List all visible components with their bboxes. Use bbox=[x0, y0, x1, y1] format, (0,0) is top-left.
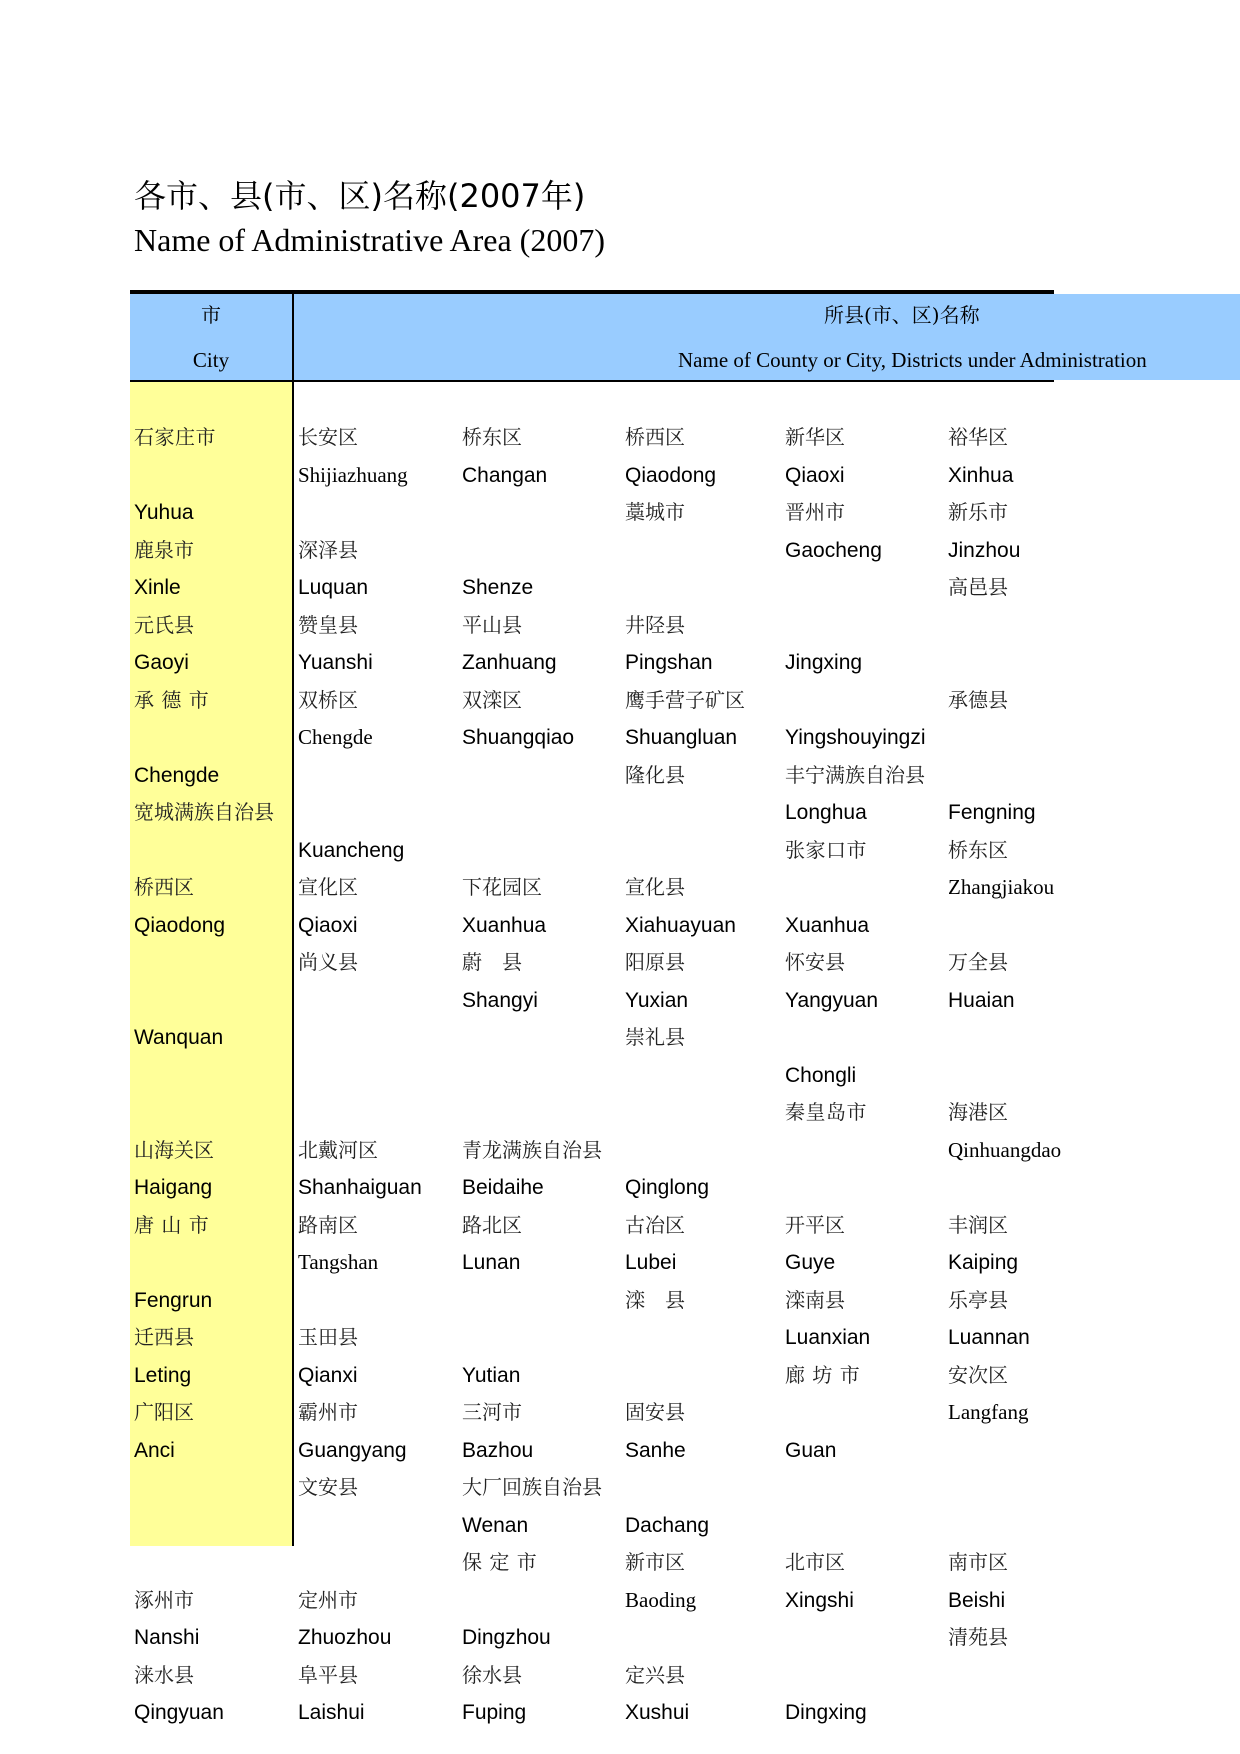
county-name-cell: Qinglong bbox=[625, 1176, 710, 1199]
city-name-cell: 承 德 市 bbox=[134, 687, 210, 712]
county-name-cell bbox=[130, 832, 294, 870]
county-name-cell: Yangyuan bbox=[785, 988, 879, 1012]
county-name-cell bbox=[944, 1057, 1054, 1095]
county-name-cell: 宣化县 bbox=[625, 875, 685, 899]
county-name-cell: 清苑县 bbox=[948, 1625, 1008, 1649]
county-name-cell: 桥东区 bbox=[462, 425, 522, 449]
city-name-cell bbox=[621, 532, 781, 570]
empty-cell bbox=[130, 982, 294, 1020]
county-name-cell: Qingyuan bbox=[134, 1701, 224, 1724]
county-name-cell: Leting bbox=[134, 1363, 192, 1387]
county-name-cell: Pingshan bbox=[625, 651, 713, 674]
county-name-cell bbox=[944, 757, 1054, 795]
empty-cell bbox=[458, 794, 621, 832]
county-name-cell: 桥西区 bbox=[625, 425, 685, 449]
title-chinese: 各市、县(市、区)名称(2007年) bbox=[134, 177, 586, 215]
city-name-cell: Tangshan bbox=[298, 1250, 379, 1274]
county-name-cell: Jingxing bbox=[785, 651, 863, 674]
county-name-cell bbox=[294, 1057, 458, 1095]
empty-cell bbox=[944, 1432, 1054, 1470]
county-name-cell: 迁西县 bbox=[134, 1325, 194, 1349]
county-name-cell: Shenze bbox=[462, 576, 534, 599]
county-name-cell: Lunan bbox=[462, 1251, 521, 1274]
empty-cell bbox=[294, 1544, 458, 1582]
empty-cell bbox=[944, 644, 1054, 682]
empty-cell bbox=[130, 1507, 294, 1545]
county-name-cell: Beishi bbox=[948, 1588, 1006, 1612]
county-name-cell: 山海关区 bbox=[134, 1137, 214, 1162]
county-name-cell: Shuangluan bbox=[625, 726, 738, 749]
county-name-cell: Luanxian bbox=[785, 1326, 871, 1349]
county-name-cell: Lubei bbox=[625, 1251, 677, 1274]
county-name-cell: Fuping bbox=[462, 1701, 527, 1724]
empty-cell bbox=[458, 1319, 621, 1357]
county-name-cell: 桥西区 bbox=[134, 875, 194, 899]
county-name-cell: 元氏县 bbox=[134, 612, 194, 637]
county-name-cell: 广阳区 bbox=[134, 1400, 194, 1424]
county-name-cell: Luquan bbox=[298, 576, 369, 599]
county-name-cell: 固安县 bbox=[625, 1400, 685, 1424]
city-name-cell: Zhangjiakou bbox=[948, 875, 1055, 899]
county-name-cell: 裕华区 bbox=[948, 425, 1008, 449]
county-name-cell: Dingzhou bbox=[462, 1626, 551, 1649]
county-name-cell: Anci bbox=[134, 1438, 175, 1462]
city-name-cell bbox=[621, 1319, 781, 1357]
county-name-cell: 怀安县 bbox=[785, 950, 845, 974]
county-name-cell: 双滦区 bbox=[462, 687, 522, 712]
empty-cell bbox=[458, 532, 621, 570]
county-name-cell bbox=[621, 1469, 781, 1507]
county-name-cell: Beidaihe bbox=[462, 1176, 544, 1199]
city-name-cell: Baoding bbox=[625, 1587, 697, 1612]
empty-cell bbox=[944, 1694, 1054, 1732]
county-name-cell: Chongli bbox=[785, 1063, 857, 1087]
city-name-cell: 秦皇岛市 bbox=[785, 1100, 867, 1124]
county-name-cell bbox=[781, 1019, 944, 1057]
empty-cell bbox=[130, 1244, 294, 1282]
county-name-cell: Nanshi bbox=[134, 1626, 200, 1649]
city-name-cell: Shijiazhuang bbox=[298, 462, 408, 487]
county-name-cell: Shanhaiguan bbox=[298, 1176, 422, 1199]
city-name-cell: 唐 山 市 bbox=[134, 1212, 210, 1237]
city-name-cell bbox=[130, 944, 294, 982]
empty-cell bbox=[781, 607, 944, 645]
city-name-cell bbox=[781, 1619, 944, 1657]
city-name-cell bbox=[621, 1057, 781, 1095]
county-name-cell: Dachang bbox=[625, 1513, 710, 1537]
county-name-cell: 安次区 bbox=[948, 1362, 1008, 1387]
county-name-cell: Longhua bbox=[785, 801, 867, 824]
county-name-cell: Shuangqiao bbox=[462, 726, 575, 749]
county-name-cell: 霸州市 bbox=[298, 1400, 358, 1424]
city-name-cell: Chengde bbox=[298, 725, 373, 749]
county-name-cell: Gaocheng bbox=[785, 538, 882, 562]
empty-cell bbox=[621, 1357, 781, 1395]
empty-cell bbox=[621, 1619, 781, 1657]
county-name-cell: Luannan bbox=[948, 1326, 1030, 1349]
county-name-cell: Laishui bbox=[298, 1701, 365, 1724]
empty-cell bbox=[944, 907, 1054, 945]
county-name-cell: 海港区 bbox=[948, 1100, 1008, 1124]
county-name-cell: Xiahuayuan bbox=[625, 913, 736, 937]
county-name-cell: 新乐市 bbox=[948, 500, 1008, 524]
city-name-cell bbox=[294, 1507, 458, 1545]
county-name-cell: Huaian bbox=[948, 988, 1015, 1012]
empty-cell bbox=[621, 1094, 781, 1132]
county-name-cell: 新华区 bbox=[785, 425, 845, 449]
county-name-cell: 藁城市 bbox=[625, 500, 685, 524]
county-name-cell: Wanquan bbox=[134, 1026, 224, 1049]
empty-cell bbox=[294, 494, 458, 532]
county-name-cell: 尚义县 bbox=[298, 950, 358, 974]
county-name-cell: Xinhua bbox=[948, 463, 1014, 487]
empty-cell bbox=[294, 1019, 458, 1057]
empty-cell bbox=[458, 1057, 621, 1095]
county-name-cell: Guye bbox=[785, 1251, 836, 1274]
county-name-cell bbox=[944, 719, 1054, 757]
county-name-cell: 鹰手营子矿区 bbox=[625, 687, 745, 712]
title-english: Name of Administrative Area (2007) bbox=[134, 222, 605, 258]
county-name-cell: Yingshouyingzi bbox=[785, 726, 926, 749]
county-name-cell: Zanhuang bbox=[462, 651, 557, 674]
county-name-cell: Qiaodong bbox=[625, 463, 717, 487]
county-name-cell: 定兴县 bbox=[625, 1662, 685, 1687]
county-name-cell: 路北区 bbox=[462, 1212, 522, 1237]
county-name-cell: 阳原县 bbox=[625, 950, 685, 974]
county-name-cell: 定州市 bbox=[298, 1587, 358, 1612]
county-name-cell bbox=[621, 1132, 781, 1170]
county-name-cell: 阜平县 bbox=[298, 1662, 358, 1687]
header-county-english-clip bbox=[294, 338, 1147, 378]
county-name-cell: 鹿泉市 bbox=[134, 537, 194, 562]
county-name-cell bbox=[294, 1094, 458, 1132]
city-name-cell bbox=[944, 607, 1054, 645]
county-name-cell: Xushui bbox=[625, 1701, 690, 1724]
county-name-cell: 赞皇县 bbox=[298, 612, 358, 637]
county-name-cell: 平山县 bbox=[462, 612, 522, 637]
empty-cell bbox=[781, 1657, 944, 1695]
empty-cell bbox=[621, 569, 781, 607]
county-name-cell bbox=[781, 1507, 944, 1545]
county-name-cell bbox=[944, 1507, 1054, 1545]
city-name-cell: 保 定 市 bbox=[462, 1550, 538, 1574]
empty-cell bbox=[294, 1282, 458, 1320]
county-name-cell bbox=[781, 1469, 944, 1507]
county-name-cell: Xuanhua bbox=[785, 913, 870, 937]
county-name-cell: 滦南县 bbox=[785, 1287, 845, 1312]
city-name-cell bbox=[130, 1469, 294, 1507]
county-name-cell: 高邑县 bbox=[948, 575, 1008, 599]
county-name-cell: Guangyang bbox=[298, 1438, 407, 1462]
county-name-cell: 宣化区 bbox=[298, 875, 358, 899]
county-name-cell: Kuancheng bbox=[298, 838, 405, 862]
county-name-cell: 双桥区 bbox=[298, 687, 358, 712]
county-name-cell: Shangyi bbox=[462, 988, 538, 1012]
county-name-cell: Yuhua bbox=[134, 501, 194, 524]
empty-cell bbox=[781, 869, 944, 907]
empty-cell bbox=[130, 457, 294, 495]
header-county-english: Name of County or City, Districts under Administration bbox=[678, 348, 1147, 372]
county-name-cell: Chengde bbox=[134, 763, 220, 787]
county-name-cell: Xinle bbox=[134, 576, 181, 599]
city-name-cell bbox=[781, 569, 944, 607]
county-name-cell: 涿州市 bbox=[134, 1587, 194, 1612]
county-name-cell: Yuanshi bbox=[298, 651, 373, 674]
county-name-cell bbox=[944, 1019, 1054, 1057]
county-name-cell bbox=[130, 1544, 294, 1582]
city-name-cell bbox=[294, 982, 458, 1020]
county-name-cell: Bazhou bbox=[462, 1438, 534, 1462]
city-name-cell bbox=[621, 794, 781, 832]
county-name-cell bbox=[130, 1094, 294, 1132]
county-name-cell: 徐水县 bbox=[462, 1662, 522, 1687]
city-name-cell: 廊 坊 市 bbox=[785, 1362, 861, 1387]
county-name-cell: 北市区 bbox=[785, 1550, 845, 1574]
county-name-cell: 新市区 bbox=[625, 1550, 685, 1574]
county-name-cell: Gaoyi bbox=[134, 651, 189, 674]
county-name-cell: Changan bbox=[462, 463, 548, 487]
county-name-cell: 滦 县 bbox=[625, 1287, 685, 1312]
county-name-cell: 宽城满族自治县 bbox=[134, 800, 274, 824]
county-name-cell: Sanhe bbox=[625, 1438, 686, 1462]
county-name-cell: Jinzhou bbox=[948, 538, 1021, 562]
county-name-cell bbox=[781, 1169, 944, 1207]
header-county-chinese: 所县(市、区)名称 bbox=[824, 303, 980, 327]
empty-cell bbox=[944, 1169, 1054, 1207]
empty-cell bbox=[294, 757, 458, 795]
county-name-cell: Haigang bbox=[134, 1176, 213, 1199]
county-name-cell: 北戴河区 bbox=[298, 1137, 378, 1162]
county-name-cell: Xingshi bbox=[785, 1588, 854, 1612]
county-name-cell: Qiaoxi bbox=[785, 463, 845, 487]
empty-cell bbox=[458, 1582, 621, 1620]
county-name-cell: 开平区 bbox=[785, 1212, 845, 1237]
county-name-cell: 南市区 bbox=[948, 1550, 1008, 1574]
county-name-cell: 路南区 bbox=[298, 1212, 358, 1237]
county-name-cell: 古冶区 bbox=[625, 1212, 685, 1237]
county-name-cell: Qianxi bbox=[298, 1363, 358, 1387]
county-name-cell: Fengrun bbox=[134, 1288, 213, 1312]
county-name-cell: 青龙满族自治县 bbox=[462, 1137, 602, 1162]
empty-cell bbox=[621, 832, 781, 870]
county-name-cell bbox=[458, 1094, 621, 1132]
city-name-cell bbox=[458, 494, 621, 532]
county-name-cell bbox=[130, 1057, 294, 1095]
empty-cell bbox=[781, 1394, 944, 1432]
city-name-cell bbox=[944, 1657, 1054, 1695]
empty-cell bbox=[781, 1132, 944, 1170]
county-name-cell: Qiaoxi bbox=[298, 913, 358, 937]
city-name-cell: Qinhuangdao bbox=[948, 1137, 1062, 1162]
county-name-cell: 下花园区 bbox=[462, 875, 542, 899]
county-name-cell bbox=[294, 794, 458, 832]
county-name-cell: Dingxing bbox=[785, 1701, 867, 1724]
county-name-cell: 隆化县 bbox=[625, 762, 685, 787]
county-name-cell: Guan bbox=[785, 1438, 837, 1462]
county-name-cell: 万全县 bbox=[948, 950, 1008, 974]
county-name-cell: Yutian bbox=[462, 1363, 521, 1387]
county-name-cell: 三河市 bbox=[462, 1400, 522, 1424]
city-name-cell: 张家口市 bbox=[785, 837, 867, 862]
header-city-chinese: 市 bbox=[201, 303, 221, 327]
city-name-cell bbox=[458, 757, 621, 795]
county-name-cell: 晋州市 bbox=[785, 500, 845, 524]
county-name-cell: 承德县 bbox=[948, 687, 1008, 712]
city-name-cell bbox=[458, 1282, 621, 1320]
county-name-cell: 玉田县 bbox=[298, 1325, 358, 1349]
county-name-cell: 桥东区 bbox=[948, 837, 1008, 862]
county-name-cell: 长安区 bbox=[298, 425, 358, 449]
county-name-cell: 丰润区 bbox=[948, 1212, 1008, 1237]
county-name-cell: 乐亭县 bbox=[948, 1287, 1008, 1312]
county-name-cell bbox=[944, 1469, 1054, 1507]
county-name-cell: Fengning bbox=[948, 801, 1036, 824]
county-name-cell bbox=[458, 832, 621, 870]
county-name-cell: Qiaodong bbox=[134, 913, 226, 937]
county-name-cell: Kaiping bbox=[948, 1251, 1019, 1274]
county-name-cell: Yuxian bbox=[625, 988, 689, 1012]
admin-area-table bbox=[130, 419, 1062, 1732]
county-name-cell: 文安县 bbox=[298, 1475, 358, 1499]
county-name-cell: 大厂回族自治县 bbox=[462, 1475, 602, 1499]
county-name-cell: Xuanhua bbox=[462, 913, 547, 937]
empty-cell bbox=[130, 719, 294, 757]
county-name-cell: 深泽县 bbox=[298, 537, 358, 562]
county-name-cell: 涞水县 bbox=[134, 1662, 194, 1687]
county-name-cell: 井陉县 bbox=[625, 612, 685, 637]
county-name-cell: 丰宁满族自治县 bbox=[785, 762, 925, 787]
county-name-cell: Wenan bbox=[462, 1513, 529, 1537]
county-name-cell: 崇礼县 bbox=[625, 1025, 685, 1049]
county-name-cell bbox=[781, 682, 944, 720]
county-name-cell: 蔚 县 bbox=[462, 950, 522, 974]
city-name-cell bbox=[458, 1019, 621, 1057]
header-city-english: City bbox=[192, 348, 230, 372]
county-name-cell: Zhuozhou bbox=[298, 1626, 392, 1649]
city-name-cell: Langfang bbox=[948, 1400, 1029, 1424]
city-name-cell: 石家庄市 bbox=[134, 425, 216, 449]
